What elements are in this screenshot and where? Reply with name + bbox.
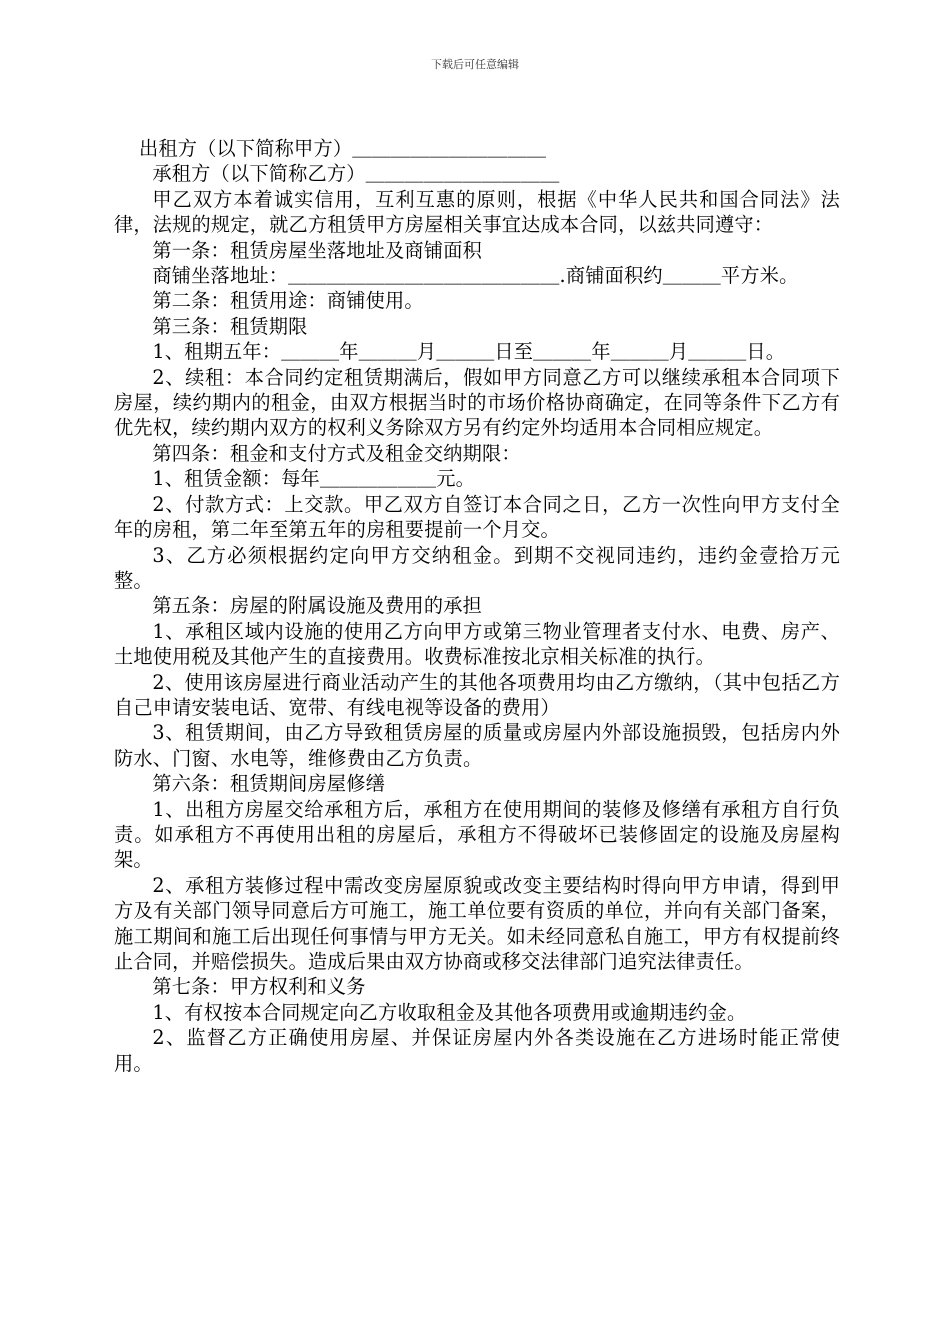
- paragraph-shop-address: 商铺坐落地址：＿＿＿＿＿＿＿＿＿＿＿＿＿＿.商铺面积约＿＿＿平方米。: [152, 264, 799, 288]
- contract-body: [114, 136, 840, 1076]
- paragraph-facility-fees: 1、承租区域内设施的使用乙方向甲方或第三物业管理者支付水、电费、房产、土地使用税及其他产生的直接费用。收费标准按北京相关标准的执行。: [114, 619, 840, 669]
- paragraph-renovation: 1、出租方房屋交给承租方后，承租方在使用期间的装修及修缮有承租方自行负责。如承租方不再使用出租的房屋后，承租方不得破坏已装修固定的设施及房屋构架。: [114, 797, 840, 872]
- paragraph-damage-repair: 3、租赁期间，由乙方导致租赁房屋的质量或房屋内外部设施损毁，包括房内外防水、门窗、水电等，维修费由乙方负责。: [114, 721, 840, 770]
- paragraph-rent-obligation: 3、乙方必须根据约定向甲方交纳租金。到期不交视同违约，违约金壹拾万元整。: [114, 543, 840, 592]
- article-1-heading: 第一条：租赁房屋坐落地址及商铺面积: [152, 238, 482, 262]
- paragraph-rent-amount: 1、租赁金额：每年＿＿＿＿＿＿元。: [152, 467, 475, 491]
- paragraph-lessee: 承租方（以下简称乙方）＿＿＿＿＿＿＿＿＿＿: [152, 162, 560, 186]
- paragraph-lessor-right-2: 2、监督乙方正确使用房屋、并保证房屋内外各类设施在乙方进场时能正常使用。: [114, 1026, 840, 1075]
- paragraph-business-fees: 2、使用该房屋进行商业活动产生的其他各项费用均由乙方缴纳，（其中包括乙方自己申请安装电话、宽带、有线电视等设备的费用）: [114, 670, 840, 719]
- article-2-heading: 第二条：租赁用途：商铺使用。: [152, 289, 424, 313]
- article-3-heading: 第三条：租赁期限: [152, 314, 308, 338]
- article-5-heading: 第五条：房屋的附属设施及费用的承担: [152, 594, 482, 618]
- article-6-heading: 第六条：租赁期间房屋修缮: [152, 772, 386, 796]
- paragraph-lease-term: 1、租期五年：＿＿＿年＿＿＿月＿＿＿日至＿＿＿年＿＿＿月＿＿＿日。: [152, 340, 786, 364]
- paragraph-lessor-right-1: 1、有权按本合同规定向乙方收取租金及其他各项费用或逾期违约金。: [152, 1000, 747, 1024]
- paragraph-renewal: 2、续租：本合同约定租赁期满后，假如甲方同意乙方可以继续承租本合同项下房屋，续约期内的租金，由双方根据当时的市场价格协商确定，在同等条件下乙方有优先权，续约期内双方的权利义务除双方另有约定外均适用本合同相应规定。: [114, 365, 840, 440]
- page-header-note: 下载后可任意编辑: [431, 58, 519, 71]
- article-4-heading: 第四条：租金和支付方式及租金交纳期限：: [152, 441, 521, 465]
- paragraph-lessor: 出租方（以下简称甲方）＿＿＿＿＿＿＿＿＿＿: [138, 137, 547, 160]
- paragraph-structure-change: 2、承租方装修过程中需改变房屋原貌或改变主要结构时得向甲方申请，得到甲方及有关部门领导同意后方可施工，施工单位要有资质的单位，并向有关部门备案，施工期间和施工后出现任何事情与甲方无关。如未经同意私自施工，甲方有权提前终止合同，并赔偿损失。造成后果由双方协商或移交法律部门追究法律责任。: [114, 873, 840, 973]
- paragraph-payment-method: 2、付款方式：上交款。甲乙双方自签订本合同之日，乙方一次性向甲方支付全年的房租，第二年至第五年的房租要提前一个月交。: [114, 492, 840, 542]
- article-7-heading: 第七条：甲方权利和义务: [152, 975, 366, 999]
- paragraph-preamble: 甲乙双方本着诚实信用，互利互惠的原则，根据《中华人民共和国合同法》法律，法规的规定，就乙方租赁甲方房屋相关事宜达成本合同，以兹共同遵守：: [114, 187, 840, 237]
